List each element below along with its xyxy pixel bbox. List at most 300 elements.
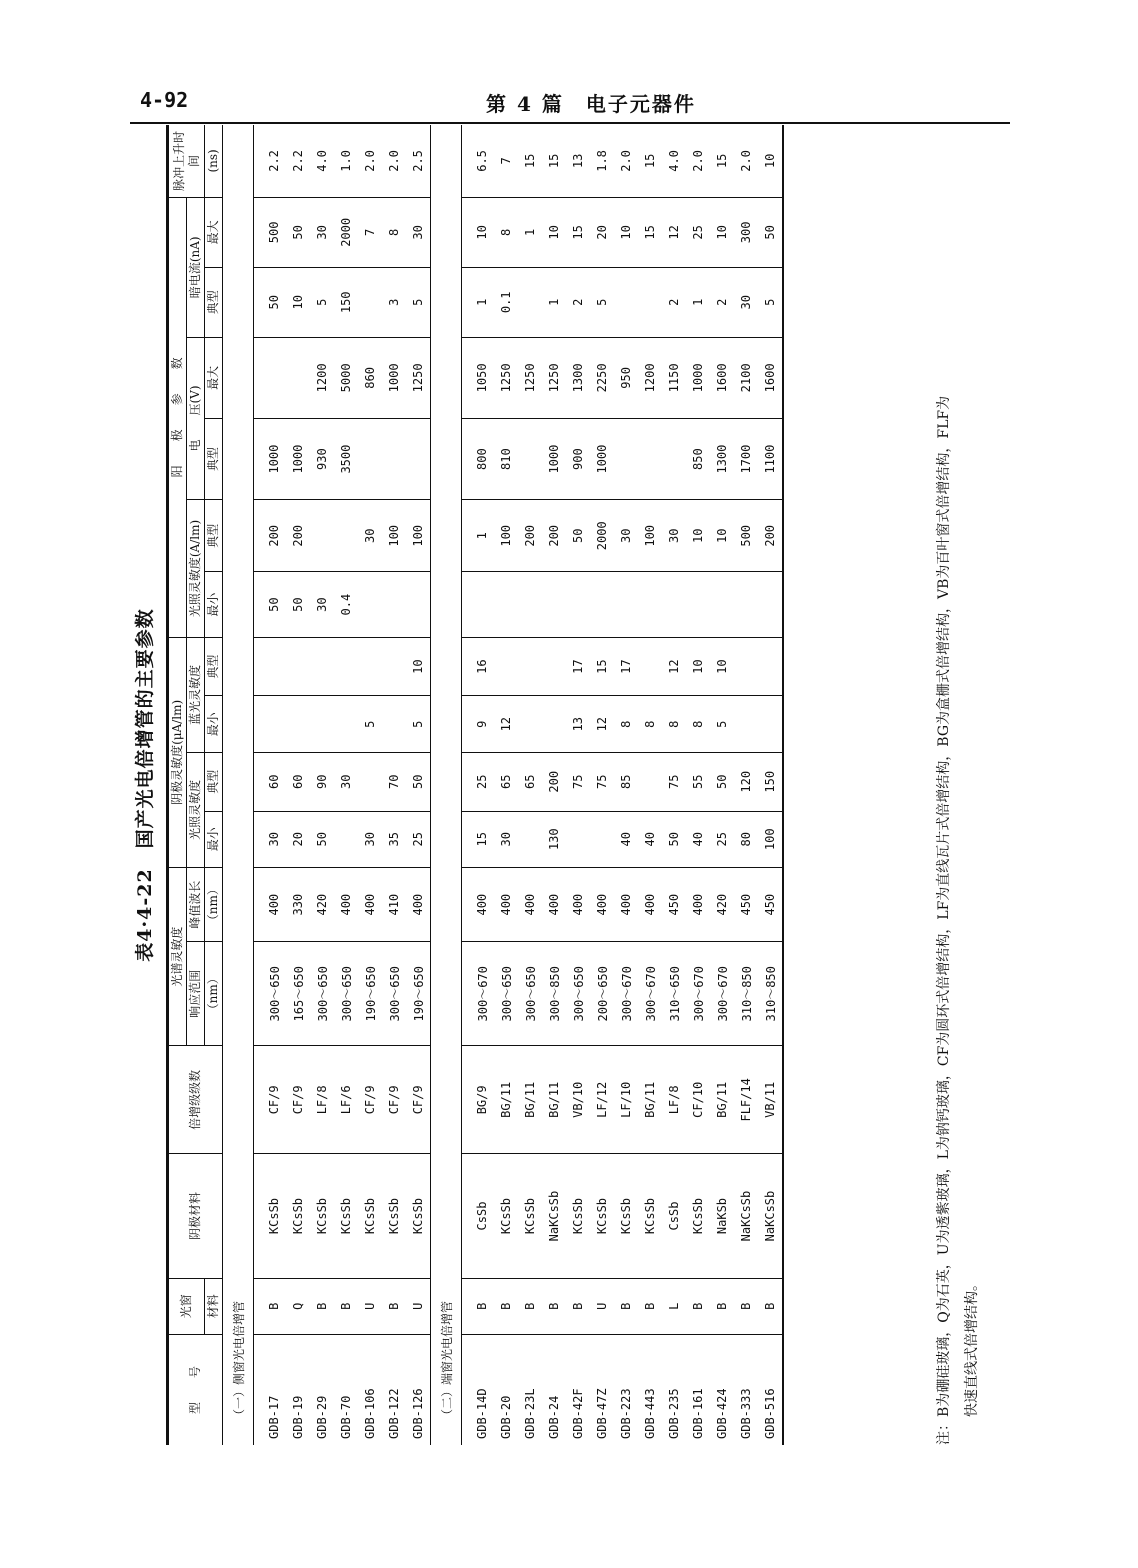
table-cell [614,267,638,337]
table-cell: 1600 [758,337,783,418]
table-cell: B [638,1278,662,1334]
table-cell: 4.0 [662,125,686,197]
table-cell: 15 [462,811,495,867]
table-cell: 15 [590,637,614,696]
table-cell [590,572,614,637]
table-cell: NaKCsSb [734,1154,758,1278]
table-cell: 200 [758,500,783,572]
table-cell: 1250 [518,337,542,418]
table-cell: 1100 [758,418,783,499]
table-cell [462,572,495,637]
table-cell: 1150 [662,337,686,418]
table-cell: 400 [542,867,566,941]
table-cell: 2.0 [686,125,710,197]
table-cell: NaKCsSb [758,1154,783,1278]
note-line: 快速直线式倍增结构。 [964,1277,980,1417]
table-row [254,125,287,1445]
col-dark-typ: 典型 [205,267,223,337]
table-cell [518,267,542,337]
table-cell: 1.8 [590,125,614,197]
table-cell [382,696,406,752]
table-cell: CsSb [662,1154,686,1278]
table-cell [758,696,783,752]
table-cell: BG/11 [710,1046,734,1154]
table-cell [286,337,310,418]
table-cell: 75 [590,752,614,811]
table-cell: 60 [254,752,287,811]
table-body [223,125,784,1445]
table-cell: 10 [710,500,734,572]
table-cell: 200 [286,500,310,572]
table-cell [566,811,590,867]
table-cell: 50 [662,811,686,867]
table-cell: 100 [494,500,518,572]
table-cell: 5 [406,696,431,752]
table-cell [358,418,382,499]
table-cell [406,418,431,499]
table-cell: 40 [686,811,710,867]
table-cell: 50 [310,811,334,867]
model-cell: GDB-19 [291,1395,305,1439]
table-cell: 10 [614,197,638,267]
table-cell [638,418,662,499]
table-cell: 1300 [710,418,734,499]
table-cell: BG/11 [494,1046,518,1154]
table-cell [334,696,358,752]
model-cell: GDB-20 [499,1395,513,1439]
model-cell: GDB-14D [475,1388,489,1439]
table-cell [358,637,382,696]
table-cell: U [406,1278,431,1334]
table-cell: KCsSb [494,1154,518,1278]
table-cell [382,637,406,696]
table-cell: 50 [254,267,287,337]
table-cell: 0.1 [494,267,518,337]
table-cell: 1700 [734,418,758,499]
table-cell: 1 [686,267,710,337]
table-cell: 2.0 [382,125,406,197]
table-cell: 40 [638,811,662,867]
table-cell: 40 [614,811,638,867]
header-rule [130,122,1010,124]
table-cell: 300～670 [614,942,638,1046]
table-cell: 1000 [590,418,614,499]
table-cell: 300～650 [334,942,358,1046]
model-cell: GDB-17 [267,1395,281,1439]
table-cell [358,572,382,637]
table-cell: 860 [358,337,382,418]
table-cell: 25 [686,197,710,267]
table-cell: 420 [710,867,734,941]
table-cell [494,637,518,696]
table-cell: 3500 [334,418,358,499]
table-cell: 30 [494,811,518,867]
table-cell: CsSb [462,1154,495,1278]
table-cell: 300～650 [254,942,287,1046]
model-cell: GDB-47Z [595,1388,609,1439]
table-cell: B [382,1278,406,1334]
table-row [734,125,758,1445]
table-cell: CF/9 [382,1046,406,1154]
table-cell: 400 [334,867,358,941]
table-cell: 0.4 [334,572,358,637]
table-cell: 10 [758,125,783,197]
table-cell: 15 [566,197,590,267]
table-cell: 2 [662,267,686,337]
table-cell [590,811,614,867]
table-cell: B [734,1278,758,1334]
table-cell: U [590,1278,614,1334]
table-cell: KCsSb [310,1154,334,1278]
section-title: （二）端窗光电倍增管 [431,125,462,1445]
table-cell: 15 [518,125,542,197]
table-cell: 65 [494,752,518,811]
table-cell: 2.0 [614,125,638,197]
table-cell: 1200 [638,337,662,418]
table-row [494,125,518,1445]
table-cell: 300 [734,197,758,267]
table-cell: 200 [542,752,566,811]
table-cell: 13 [566,696,590,752]
table-cell [286,637,310,696]
table-cell: CF/9 [406,1046,431,1154]
col-pulse-unit: (ns) [205,125,223,197]
table-cell: 420 [310,867,334,941]
table-cell: 75 [662,752,686,811]
table-cell [734,696,758,752]
table-cell: 70 [382,752,406,811]
table-cell: 330 [286,867,310,941]
table-cell [518,696,542,752]
col-luminous-min: 最小 [205,811,223,867]
table-cell [254,637,287,696]
table-cell: KCsSb [518,1154,542,1278]
table-cell: 17 [614,637,638,696]
table-cell: 10 [462,197,495,267]
table-cell: 300～670 [710,942,734,1046]
table-cell: 15 [638,125,662,197]
table-cell [358,267,382,337]
table-row [406,125,431,1445]
table-title: 表4·4-22 国产光电倍增管的主要参数 [134,608,156,962]
table-cell: CF/9 [358,1046,382,1154]
table-cell: LF/6 [334,1046,358,1154]
table-cell: 50 [566,500,590,572]
table-cell [686,572,710,637]
table-cell: 310～650 [662,942,686,1046]
col-dark-current: 暗电流(nA) [187,197,205,337]
table-cell [310,637,334,696]
table-cell: 6.5 [462,125,495,197]
model-cell: GDB-333 [739,1388,753,1439]
table-cell: Q [286,1278,310,1334]
col-anode-min: 最小 [205,572,223,637]
table-cell: 2100 [734,337,758,418]
table-cell: 200～650 [590,942,614,1046]
table-notes [930,125,986,1445]
table-cell: 13 [566,125,590,197]
table-cell: KCsSb [638,1154,662,1278]
table-cell: 400 [406,867,431,941]
table-cell: 400 [566,867,590,941]
table-cell: 8 [662,696,686,752]
table-cell: 15 [638,197,662,267]
table-cell [310,500,334,572]
col-peak-unit: （nm） [205,867,223,941]
table-cell: 5 [590,267,614,337]
model-cell: GDB-161 [691,1388,705,1439]
table-cell: 17 [566,637,590,696]
col-blue: 蓝光灵敏度 [187,637,205,752]
table-cell: BG/9 [462,1046,495,1154]
table-cell: 30 [614,500,638,572]
table-cell: 150 [758,752,783,811]
model-cell: GDB-424 [715,1388,729,1439]
table-cell: B [334,1278,358,1334]
table-cell: 12 [590,696,614,752]
table-cell: KCsSb [590,1154,614,1278]
col-blue-typ: 典型 [205,637,223,696]
model-cell: GDB-70 [339,1395,353,1439]
table-row [382,125,406,1445]
table-cell: KCsSb [686,1154,710,1278]
model-cell: GDB-24 [547,1395,561,1439]
table-row [638,125,662,1445]
table-cell: 1.0 [334,125,358,197]
table-cell: 100 [406,500,431,572]
table-cell: 2.2 [254,125,287,197]
table-cell: 15 [710,125,734,197]
table-cell: 30 [662,500,686,572]
table-cell: 850 [686,418,710,499]
table-cell [518,418,542,499]
table-cell: 810 [494,418,518,499]
table-cell: 65 [518,752,542,811]
table-cell: 800 [462,418,495,499]
table-cell: B [462,1278,495,1334]
parameters-table [169,125,784,1445]
table-cell: KCsSb [286,1154,310,1278]
table-cell: 5 [310,267,334,337]
table-cell: 1000 [542,418,566,499]
table-cell: 30 [310,572,334,637]
table-cell: 100 [758,811,783,867]
table-cell [638,637,662,696]
table-cell [518,572,542,637]
col-blue-min: 最小 [205,696,223,752]
table-cell: VB/10 [566,1046,590,1154]
table-cell: B [254,1278,287,1334]
table-cell: 190～650 [358,942,382,1046]
table-cell [494,572,518,637]
table-cell: 1250 [406,337,431,418]
table-cell: 5 [758,267,783,337]
model-cell: GDB-122 [387,1388,401,1439]
table-cell: 9 [462,696,495,752]
table-cell: KCsSb [614,1154,638,1278]
table-cell: 120 [734,752,758,811]
table-cell: NaKSb [710,1154,734,1278]
table-cell [254,337,287,418]
section-row [431,125,462,1445]
table-cell: KCsSb [566,1154,590,1278]
table-cell: 16 [462,637,495,696]
table-cell: KCsSb [406,1154,431,1278]
table-cell: 400 [462,867,495,941]
table-cell: 400 [638,867,662,941]
table-cell: 10 [710,197,734,267]
model-cell: GDB-443 [643,1388,657,1439]
table-cell: 15 [542,125,566,197]
table-cell: 100 [382,500,406,572]
table-cell: 1200 [310,337,334,418]
table-cell: B [710,1278,734,1334]
table-cell: 2.5 [406,125,431,197]
table-cell: KCsSb [382,1154,406,1278]
table-cell [662,572,686,637]
col-anode: 阳 极 参 数 [169,197,187,637]
table-cell: 35 [382,811,406,867]
table-cell [710,572,734,637]
col-window: 光窗 [169,1278,205,1334]
table-cell: 400 [358,867,382,941]
table-cell: 100 [638,500,662,572]
table-cell [310,696,334,752]
table-cell: 1000 [382,337,406,418]
table-cell: 30 [310,197,334,267]
table-cell [662,418,686,499]
model-cell: GDB-106 [363,1388,377,1439]
table-cell: LF/8 [662,1046,686,1154]
table-cell: 4.0 [310,125,334,197]
section-row [223,125,254,1445]
table-cell [358,752,382,811]
col-voltage-max: 最大 [205,337,223,418]
table-cell: 7 [358,197,382,267]
table-frame [166,125,784,1445]
col-cathode-sensitivity: 阴极灵敏度(μA/lm) [169,637,187,867]
table-cell: 2 [566,267,590,337]
table-cell [286,696,310,752]
table-cell: 5 [358,696,382,752]
table-cell [382,418,406,499]
table-row [662,125,686,1445]
table-cell: 1050 [462,337,495,418]
table-cell: 450 [758,867,783,941]
table-cell: 80 [734,811,758,867]
table-cell: CF/9 [254,1046,287,1154]
model-cell: GDB-29 [315,1395,329,1439]
table-cell [566,572,590,637]
table-cell: 300～650 [310,942,334,1046]
table-cell [734,637,758,696]
table-cell: 3 [382,267,406,337]
table-cell [382,572,406,637]
table-cell: 1 [462,500,495,572]
table-cell: 310～850 [758,942,783,1046]
table-row [566,125,590,1445]
col-model: 型 号 [169,1334,223,1445]
col-anode-luminous: 光照灵敏度(A/lm) [187,500,205,638]
table-cell: KCsSb [334,1154,358,1278]
table-cell: 400 [686,867,710,941]
table-cell: 950 [614,337,638,418]
table-cell: CF/10 [686,1046,710,1154]
table-cell: 10 [406,637,431,696]
table-cell: 400 [494,867,518,941]
table-cell: 5 [710,696,734,752]
table-cell: 60 [286,752,310,811]
table-cell: 2000 [334,197,358,267]
table-cell: 75 [566,752,590,811]
table-cell: 10 [542,197,566,267]
table-cell: 500 [734,500,758,572]
table-cell: 300～670 [686,942,710,1046]
table-cell: 1300 [566,337,590,418]
page-number: 4-92 [140,88,189,112]
table-cell: 300～850 [542,942,566,1046]
table-cell [614,418,638,499]
col-luminous-typ: 典型 [205,752,223,811]
table-cell: L [662,1278,686,1334]
table-cell [758,572,783,637]
table-cell: 450 [662,867,686,941]
table-cell: NaKCsSb [542,1154,566,1278]
col-response-range: 响应范围 [187,942,205,1046]
table-cell [758,637,783,696]
table-cell: 1600 [710,337,734,418]
table-cell: 1000 [686,337,710,418]
table-cell [638,752,662,811]
table-cell: 8 [638,696,662,752]
table-cell [406,572,431,637]
table-cell: 55 [686,752,710,811]
col-pulse-rise: 脉冲上升时间 [169,125,205,197]
table-cell: 500 [254,197,287,267]
col-multiplier: 倍增级级数 [169,1046,223,1154]
table-cell: 900 [566,418,590,499]
table-cell: 30 [734,267,758,337]
table-cell: 400 [254,867,287,941]
table-cell: 50 [758,197,783,267]
table-cell: 450 [734,867,758,941]
table-cell: B [758,1278,783,1334]
table-cell: 300～670 [638,942,662,1046]
table-cell: LF/10 [614,1046,638,1154]
table-row [710,125,734,1445]
chapter-title: 第 4 篇 电子元器件 [486,92,696,116]
table-cell: 25 [462,752,495,811]
model-cell: GDB-126 [406,1334,431,1445]
table-cell: 30 [406,197,431,267]
col-peak-wavelength: 峰值波长 [187,867,205,941]
table-row [686,125,710,1445]
table-cell: BG/11 [518,1046,542,1154]
table-cell [638,267,662,337]
table-cell: 300～650 [382,942,406,1046]
table-cell: 8 [382,197,406,267]
table-row [590,125,614,1445]
table-cell: U [358,1278,382,1334]
table-cell: 400 [518,867,542,941]
table-cell: 5 [406,267,431,337]
table-cell: 25 [710,811,734,867]
table-cell: KCsSb [358,1154,382,1278]
table-cell: 930 [310,418,334,499]
table-cell: 8 [686,696,710,752]
model-cell: GDB-516 [758,1334,783,1445]
table-cell: 8 [494,197,518,267]
